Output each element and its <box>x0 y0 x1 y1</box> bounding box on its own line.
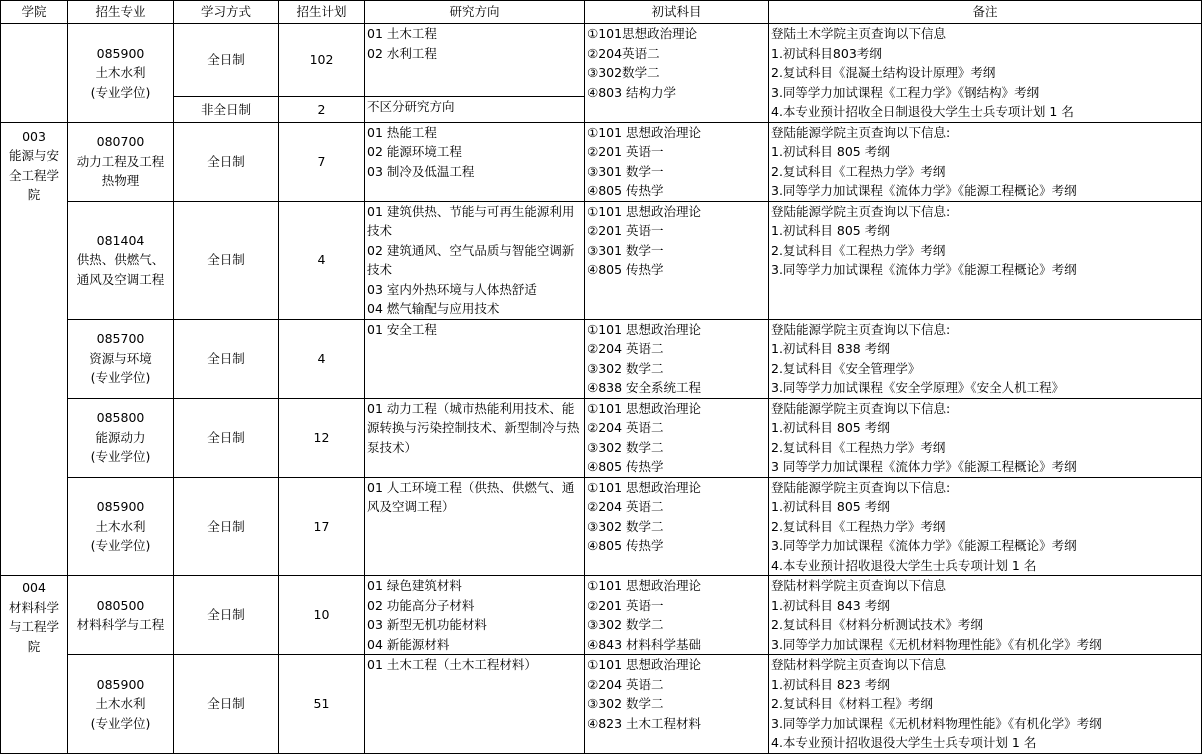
major-cell <box>68 319 174 398</box>
notes-cell <box>769 576 1202 655</box>
table-row <box>1 319 1202 398</box>
note-line: 2.复试科目《工程热力学》考纲 <box>771 518 946 534</box>
note-line: 3.同等学力加试课程《流体力学》《能源工程概论》考纲 <box>771 538 1077 553</box>
major-code: 085900 <box>96 499 145 514</box>
note-line: 登陆能源学院主页查询以下信息: <box>771 400 951 416</box>
college-name-line: 与工程学 <box>8 619 59 634</box>
college-name-line: 能源与安 <box>8 148 59 163</box>
major-code: 085700 <box>96 331 145 347</box>
direction-item: 01 热能工程 <box>367 124 437 140</box>
subject-item: ④805 传热学 <box>587 183 664 198</box>
major-type: (专业学位) <box>90 370 151 386</box>
direction-item: 02 建筑通风、空气品质与智能空调新技术 <box>367 242 575 277</box>
subject-item: ①101思想政治理论 <box>587 26 698 41</box>
direction-item: 01 土木工程 <box>367 26 437 41</box>
subject-item: ④805 传热学 <box>587 538 664 553</box>
major-code: 080500 <box>96 597 145 613</box>
college-code: 003 <box>22 128 46 144</box>
header-notes: 备注 <box>769 1 1202 24</box>
note-line: 4.本专业预计招收退役大学生士兵专项计划 1 名 <box>771 557 1037 573</box>
direction-item: 02 能源环境工程 <box>367 144 462 159</box>
subject-item: ②201 英语一 <box>587 144 664 159</box>
note-line: 登陆土木学院主页查询以下信息 <box>771 26 947 41</box>
subject-item: ①101 思想政治理论 <box>587 321 702 337</box>
direction-item: 03 新型无机功能材料 <box>367 617 487 632</box>
plan-count: 12 <box>279 398 365 477</box>
subject-item: ①101 思想政治理论 <box>587 657 702 672</box>
direction-item: 01 建筑供热、节能与可再生能源利用技术 <box>367 203 575 238</box>
direction-item: 03 室内外热环境与人体热舒适 <box>367 281 537 297</box>
major-name: 通风及空调工程 <box>76 271 165 287</box>
subject-item: ①101 思想政治理论 <box>587 124 702 140</box>
subject-item: ①101 思想政治理论 <box>587 203 702 219</box>
plan-count: 4 <box>279 201 365 319</box>
note-line: 1.初试科目 805 考纲 <box>771 144 890 159</box>
subject-item: ④805 传热学 <box>587 459 664 474</box>
direction-cell <box>365 655 585 754</box>
plan-count: 7 <box>279 122 365 201</box>
direction-cell <box>365 477 585 576</box>
subject-item: ③302 数学二 <box>587 360 664 376</box>
subject-item: ④838 安全系统工程 <box>587 380 702 395</box>
note-line: 4.本专业预计招收全日制退役大学生士兵专项计划 1 名 <box>771 104 1074 119</box>
note-line: 2.复试科目《混凝土结构设计原理》考纲 <box>771 65 996 80</box>
note-line: 2.复试科目《材料分析测试技术》考纲 <box>771 617 983 632</box>
major-type: (专业学位) <box>90 538 151 553</box>
note-line: 3.同等学力加试课程《安全学原理》《安全人机工程》 <box>771 380 1065 395</box>
table-row <box>1 201 1202 319</box>
plan-count: 17 <box>279 477 365 576</box>
subject-item: ②201 英语一 <box>587 597 664 613</box>
direction-cell <box>365 97 585 122</box>
note-line: 3 同等学力加试课程《流体力学》《能源工程概论》考纲 <box>771 459 1077 474</box>
major-code: 085800 <box>96 410 145 426</box>
major-code: 080700 <box>96 134 145 150</box>
direction-item: 01 绿色建筑材料 <box>367 578 462 593</box>
note-line: 登陆材料学院主页查询以下信息 <box>771 578 947 593</box>
college-code: 004 <box>22 580 46 595</box>
subject-item: ②201 英语一 <box>587 223 664 238</box>
direction-cell <box>365 398 585 477</box>
note-line: 2.复试科目《材料工程》考纲 <box>771 696 933 711</box>
subject-item: ①101 思想政治理论 <box>587 479 702 495</box>
direction-item: 不区分研究方向 <box>367 99 455 115</box>
note-line: 登陆能源学院主页查询以下信息: <box>771 479 951 495</box>
subject-item: ②204英语二 <box>587 45 660 61</box>
major-cell <box>68 655 174 754</box>
notes-cell <box>769 477 1202 576</box>
note-line: 1.初试科目 805 考纲 <box>771 499 890 514</box>
header-plan: 招生计划 <box>279 1 365 24</box>
major-code: 085900 <box>96 45 145 61</box>
note-line: 3.同等学力加试课程《流体力学》《能源工程概论》考纲 <box>771 183 1077 198</box>
notes-cell <box>769 655 1202 754</box>
plan-count: 102 <box>279 24 365 97</box>
major-cell <box>68 201 174 319</box>
header-direction: 研究方向 <box>365 1 585 24</box>
major-name: 资源与环境 <box>89 350 152 366</box>
note-line: 2.复试科目《安全管理学》 <box>771 360 921 376</box>
header-study-mode: 学习方式 <box>174 1 279 24</box>
major-type: (专业学位) <box>90 449 151 465</box>
note-line: 3.同等学力加试课程《无机材料物理性能》《有机化学》考纲 <box>771 715 1102 731</box>
direction-cell <box>365 122 585 201</box>
note-line: 1.初试科目 823 考纲 <box>771 676 890 692</box>
study-mode: 全日制 <box>174 655 279 754</box>
subject-item: ③302 数学二 <box>587 518 664 534</box>
direction-cell <box>365 201 585 319</box>
subjects-cell <box>585 655 769 754</box>
subject-item: ③302数学二 <box>587 65 660 80</box>
table-row <box>1 24 1202 97</box>
plan-count: 4 <box>279 319 365 398</box>
header-college: 学院 <box>1 1 68 24</box>
major-name: 能源动力 <box>95 429 146 445</box>
major-code: 081404 <box>96 232 145 248</box>
subject-item: ④823 土木工程材料 <box>587 715 702 731</box>
direction-item: 04 燃气输配与应用技术 <box>367 301 500 316</box>
notes-cell <box>769 24 1202 123</box>
direction-item: 02 水利工程 <box>367 45 437 61</box>
subject-item: ③301 数学一 <box>587 242 664 258</box>
note-line: 3.同等学力加试课程《无机材料物理性能》《有机化学》考纲 <box>771 636 1102 652</box>
subject-item: ②204 英语二 <box>587 676 664 692</box>
college-cell <box>1 24 68 123</box>
major-cell <box>68 477 174 576</box>
subject-item: ③302 数学二 <box>587 617 664 632</box>
header-subjects: 初试科目 <box>585 1 769 24</box>
subjects-cell <box>585 576 769 655</box>
major-type: (专业学位) <box>90 84 151 100</box>
note-line: 登陆能源学院主页查询以下信息: <box>771 203 951 219</box>
table-row <box>1 398 1202 477</box>
college-cell <box>1 576 68 754</box>
subject-item: ④805 传热学 <box>587 262 664 277</box>
subjects-cell <box>585 201 769 319</box>
major-cell <box>68 398 174 477</box>
major-type: (专业学位) <box>90 715 151 731</box>
study-mode: 非全日制 <box>174 97 279 122</box>
study-mode: 全日制 <box>174 24 279 97</box>
note-line: 1.初试科目 805 考纲 <box>771 223 890 238</box>
direction-item: 03 制冷及低温工程 <box>367 163 475 179</box>
college-name-line: 院 <box>27 187 41 202</box>
subject-item: ③302 数学二 <box>587 696 664 711</box>
notes-cell <box>769 122 1202 201</box>
study-mode: 全日制 <box>174 398 279 477</box>
study-mode: 全日制 <box>174 576 279 655</box>
table-row <box>1 576 1202 655</box>
college-name-line: 材料科学 <box>8 599 59 615</box>
notes-cell <box>769 319 1202 398</box>
subjects-cell <box>585 319 769 398</box>
study-mode: 全日制 <box>174 122 279 201</box>
direction-item: 01 安全工程 <box>367 321 437 337</box>
major-name: 热物理 <box>101 173 140 189</box>
note-line: 登陆能源学院主页查询以下信息: <box>771 124 951 140</box>
direction-item: 01 动力工程（城市热能利用技术、能源转换与污染控制技术、新型制冷与热泵技术） <box>367 400 580 455</box>
major-name: 动力工程及工程 <box>76 153 165 169</box>
study-mode: 全日制 <box>174 477 279 576</box>
note-line: 4.本专业预计招收退役大学生士兵专项计划 1 名 <box>771 735 1037 750</box>
subject-item: ④803 结构力学 <box>587 84 677 100</box>
header-row <box>1 1 1202 24</box>
major-name: 土木水利 <box>95 696 146 711</box>
note-line: 1.初试科目803考纲 <box>771 45 882 61</box>
subjects-cell <box>585 24 769 123</box>
note-line: 3.同等学力加试课程《工程力学》《钢结构》考纲 <box>771 84 1040 100</box>
subject-item: ②204 英语二 <box>587 499 664 514</box>
header-major: 招生专业 <box>68 1 174 24</box>
table-row <box>1 122 1202 201</box>
major-name: 材料科学与工程 <box>76 617 165 632</box>
notes-cell <box>769 201 1202 319</box>
subjects-cell <box>585 122 769 201</box>
note-line: 2.复试科目《工程热力学》考纲 <box>771 242 946 258</box>
college-name-line: 院 <box>27 638 41 654</box>
college-cell <box>1 122 68 576</box>
note-line: 3.同等学力加试课程《流体力学》《能源工程概论》考纲 <box>771 262 1077 277</box>
major-name: 土木水利 <box>95 518 146 534</box>
table-row <box>1 655 1202 754</box>
direction-item: 04 新能源材料 <box>367 636 450 652</box>
subject-item: ④843 材料科学基础 <box>587 636 702 652</box>
major-cell <box>68 576 174 655</box>
direction-cell <box>365 319 585 398</box>
direction-item: 02 功能高分子材料 <box>367 597 475 613</box>
note-line: 1.初试科目 838 考纲 <box>771 341 890 356</box>
direction-cell <box>365 24 585 97</box>
major-cell <box>68 122 174 201</box>
study-mode: 全日制 <box>174 319 279 398</box>
major-name: 供热、供燃气、 <box>76 252 165 268</box>
notes-cell <box>769 398 1202 477</box>
subject-item: ①101 思想政治理论 <box>587 400 702 416</box>
note-line: 2.复试科目《工程热力学》考纲 <box>771 163 946 179</box>
note-line: 1.初试科目 843 考纲 <box>771 597 890 613</box>
table-row <box>1 477 1202 576</box>
subject-item: ③302 数学二 <box>587 439 664 455</box>
note-line: 1.初试科目 805 考纲 <box>771 420 890 435</box>
subject-item: ②204 英语二 <box>587 341 664 356</box>
major-name: 土木水利 <box>95 65 146 80</box>
direction-item: 01 土木工程（土木工程材料） <box>367 657 537 672</box>
direction-item: 01 人工环境工程（供热、供燃气、通风及空调工程） <box>367 479 575 514</box>
direction-cell <box>365 576 585 655</box>
subject-item: ③301 数学一 <box>587 163 664 179</box>
major-cell <box>68 24 174 123</box>
subject-item: ②204 英语二 <box>587 420 664 435</box>
subjects-cell <box>585 398 769 477</box>
college-name-line: 全工程学 <box>8 167 59 183</box>
subjects-cell <box>585 477 769 576</box>
note-line: 2.复试科目《工程热力学》考纲 <box>771 439 946 455</box>
note-line: 登陆能源学院主页查询以下信息: <box>771 321 951 337</box>
study-mode: 全日制 <box>174 201 279 319</box>
plan-count: 10 <box>279 576 365 655</box>
major-code: 085900 <box>96 676 145 692</box>
subject-item: ①101 思想政治理论 <box>587 578 702 593</box>
plan-count: 2 <box>279 97 365 122</box>
note-line: 登陆材料学院主页查询以下信息 <box>771 657 947 672</box>
plan-count: 51 <box>279 655 365 754</box>
